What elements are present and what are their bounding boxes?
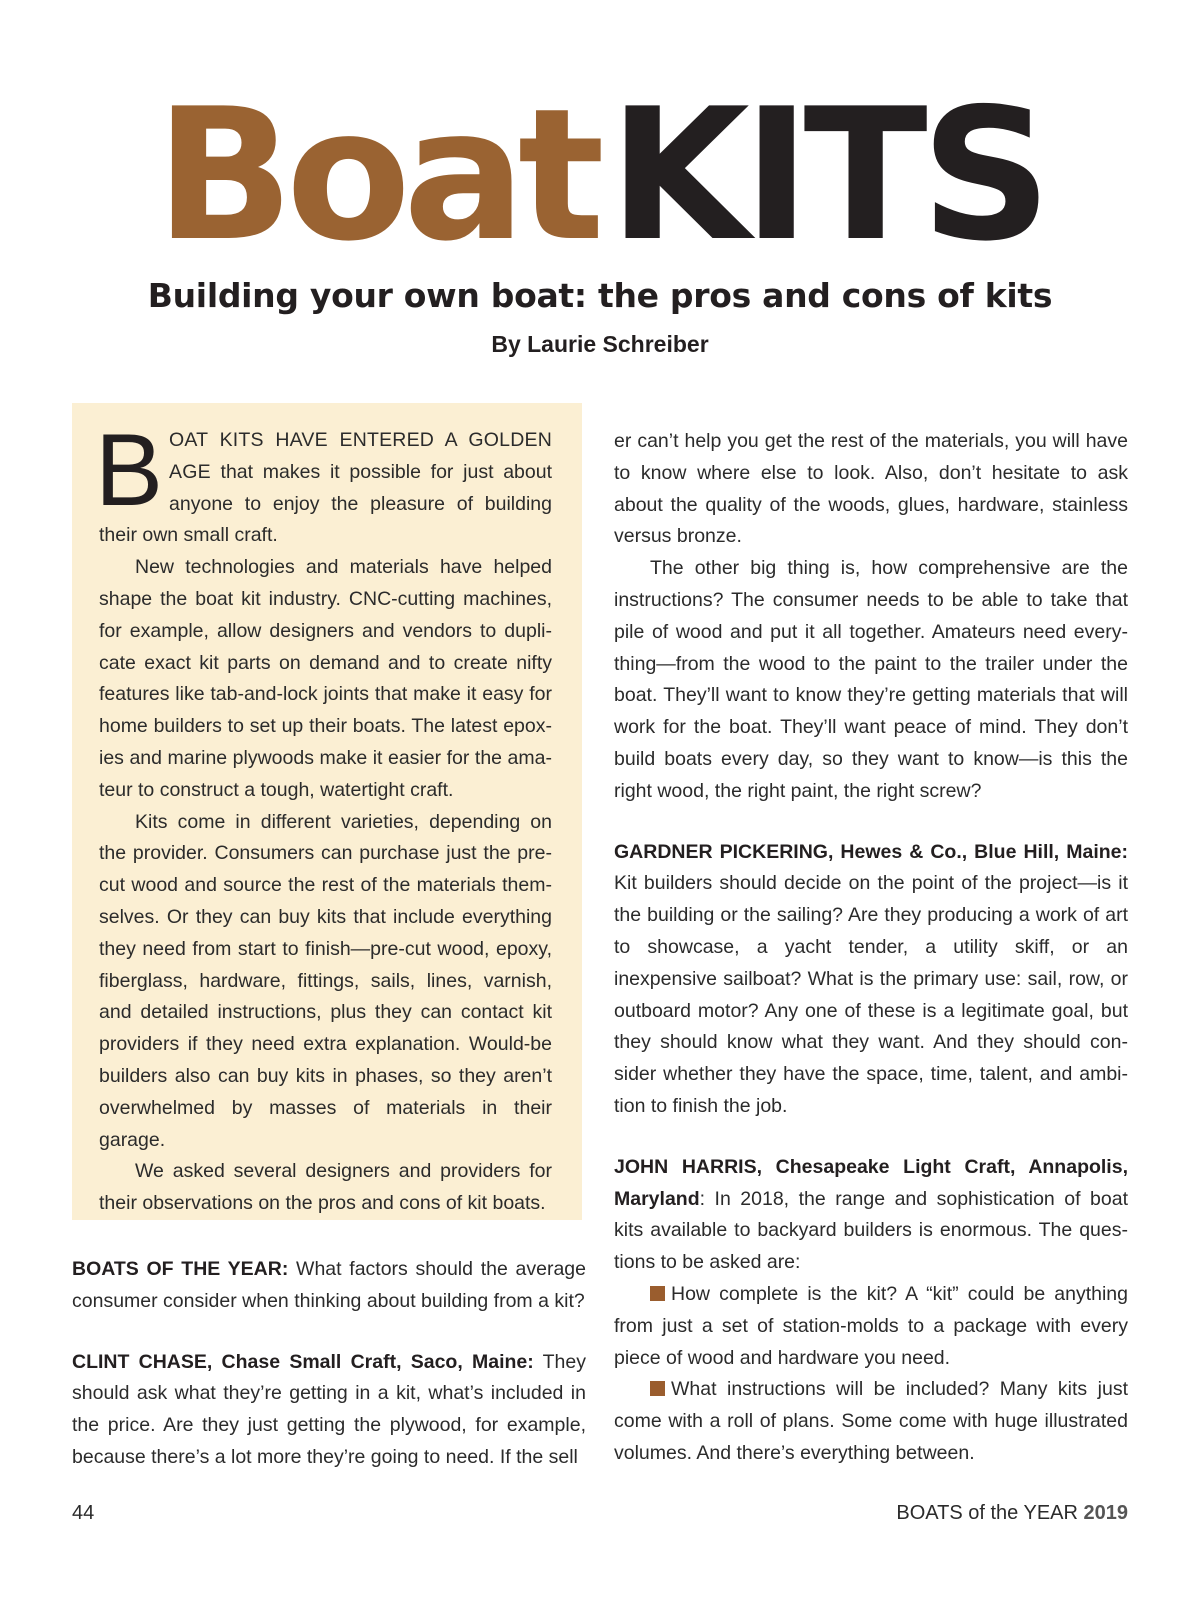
square-bullet-icon: [650, 1381, 665, 1396]
answer-speaker-label: JOHN HARRIS, Chesapeake Light Craft, Annapolis, Maryland: [614, 1155, 1128, 1210]
bullet-item: [614, 1374, 1128, 1469]
question-label: BOATS OF THE YEAR:: [72, 1258, 289, 1280]
answer-john-harris: [614, 1152, 1128, 1279]
answer-text: They should ask what they’re getting in a kit, what’s included in the price. Are they just getting the plywood, for example, because there’s a lot more they’re going to need. If the sell: [72, 1350, 586, 1468]
answer-text: Kit builders should decide on the point of the project—is it the building or the sailing? Are they producing a work of art to showcase, a yacht tender, a utility skiff, or an inexpensive sailboat? What is the primary use: sail, row, or outboard motor? Any one of these is a legitimate goal, but they should know what they want. And they should consider whether they have the space, time, talent, and ambition to finish the job.: [614, 872, 1128, 1117]
running-footer: [896, 1502, 1128, 1525]
title-kits-word: KITS: [608, 69, 1045, 281]
title-boat-word: Boat: [155, 69, 597, 281]
answer-speaker-label: GARDNER PICKERING, Hewes & Co., Blue Hill, Maine:: [614, 840, 1128, 863]
publication-year: 2019: [1083, 1502, 1128, 1524]
article-subtitle: Building your own boat: the pros and cons of kits: [147, 276, 1053, 315]
publication-name: BOATS of the YEAR: [896, 1502, 1078, 1524]
bullet-text: How complete is the kit? A “kit” could be anything from just a set of station-molds to a package with every piece of wood and hardware you need.: [614, 1282, 1128, 1369]
intro-paragraph: Kits come in different varieties, depending on the provider. Consumers can purchase just the precut wood and source the rest of the materials themselves. Or they can buy kits that include everything they need from start to finish—pre-cut wood, epoxy, fiberglass, hardware, fittings, sails, lines, varnish, and detailed instructions, plus they can contact kit providers if they need extra explanation. Would-be builders also can buy kits in phases, so they aren’t overwhelmed by masses of materials in their garage.: [99, 810, 552, 1151]
intro-paragraph: We asked several designers and providers for their observations on the pros and cons of kit boats.: [99, 1160, 552, 1215]
answer-clint-chase: [72, 1347, 586, 1474]
lead-rest: that makes it possible for just about anyone to enjoy the pleasure of building their own small craft.: [99, 460, 552, 547]
article-title: [0, 69, 1200, 281]
right-column: [614, 426, 1128, 1470]
intro-text: [95, 413, 552, 1220]
drop-cap: B: [95, 413, 164, 527]
intro-lead-paragraph: [95, 413, 552, 552]
answer-gardner-pickering: [614, 837, 1128, 1123]
answer-paragraph: The other big thing is, how comprehensive are the instructions? The consumer needs to be able to take that pile of wood and put it all together. Amateurs need everything—from the wood to the paint to the trailer under the boat. They’ll want to know they’re getting materials that will work for the boat. They’ll want peace of mind. They don’t build boats every day, so they want to know—is this the right wood, the right paint, the right screw?: [614, 557, 1128, 802]
lead-caps: OAT KITS HAVE ENTERED A GOLDEN AGE: [169, 429, 552, 483]
page-number: 44: [72, 1502, 95, 1524]
article-byline: By Laurie Schreiber: [491, 331, 709, 357]
bullet-item: [614, 1279, 1128, 1374]
intro-sidebar-box: [72, 403, 582, 1220]
interview-question: [72, 1254, 586, 1318]
bullet-text: What instructions will be included? Many kits just come with a roll of plans. Some come with huge illustrated volumes. And there’s everything between.: [614, 1378, 1128, 1464]
answer-continuation: er can’t help you get the rest of the materials, you will have to know where else to look. Also, don’t hesitate to ask about the quality of the woods, glues, hardware, stainless versus bronze.: [614, 430, 1128, 548]
intro-paragraph: New technologies and materials have helped shape the boat kit industry. CNC-cutting machines, for example, allow designers and vendors to duplicate exact kit parts on demand and to create nifty features like tab-and-lock joints that make it easy for home builders to set up their boats. The latest epoxies and marine plywoods make it easier for the amateur to construct a tough, watertight craft.: [99, 556, 552, 801]
answer-speaker-label: CLINT CHASE, Chase Small Craft, Saco, Maine:: [72, 1350, 534, 1373]
square-bullet-icon: [650, 1286, 665, 1301]
left-column: [72, 1254, 586, 1474]
answer-text: : In 2018, the range and sophistication of boat kits available to backyard builders is enormous. The questions to be asked are:: [614, 1187, 1128, 1274]
question-text: What factors should the average consumer consider when thinking about building from a kit?: [72, 1258, 586, 1312]
